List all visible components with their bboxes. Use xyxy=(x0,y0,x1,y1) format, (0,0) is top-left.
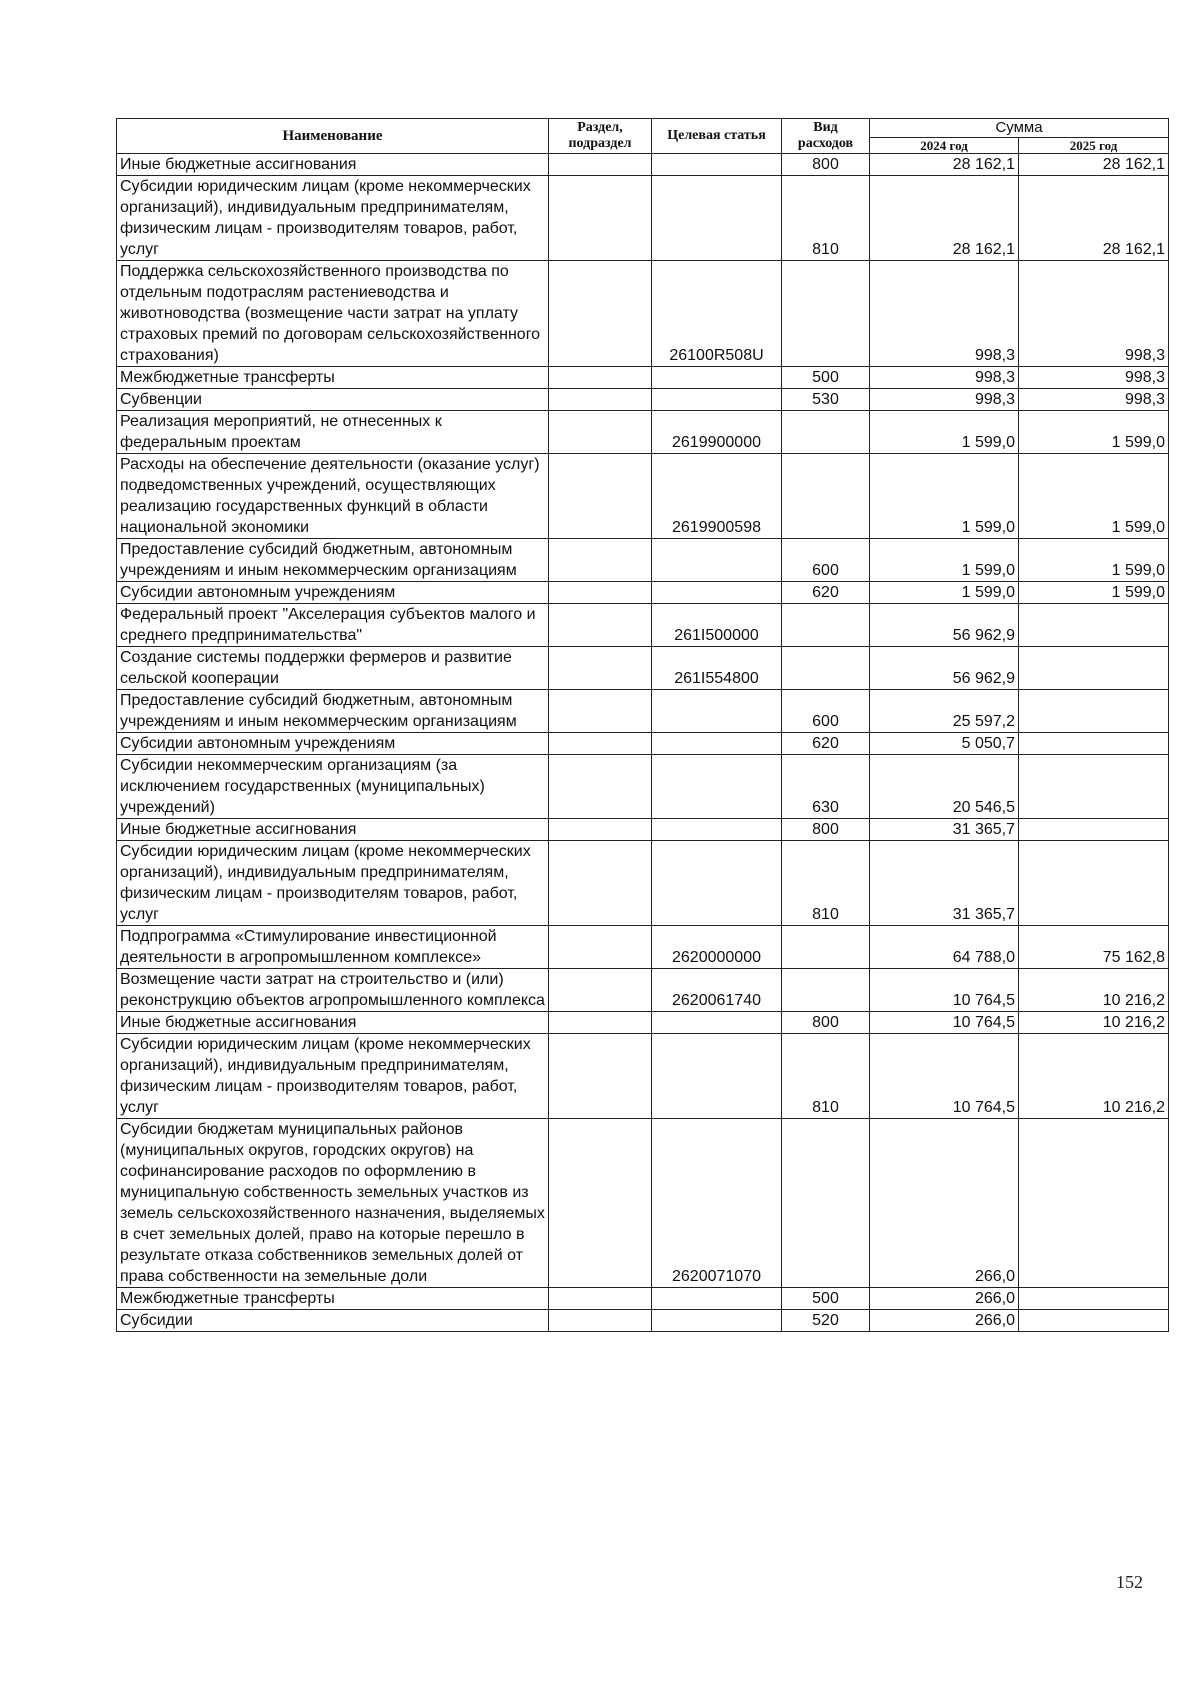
cell-section xyxy=(549,176,652,261)
cell-section xyxy=(549,819,652,841)
cell-section xyxy=(549,389,652,411)
cell-sum-2025: 75 162,8 xyxy=(1019,926,1169,969)
budget-table xyxy=(116,118,1169,1332)
cell-target xyxy=(652,154,782,176)
cell-kind: 800 xyxy=(782,1012,870,1034)
cell-kind: 800 xyxy=(782,154,870,176)
cell-name: Создание системы поддержки фермеров и развитие сельской кооперации xyxy=(117,647,549,690)
cell-sum-2024: 998,3 xyxy=(870,261,1019,367)
cell-target xyxy=(652,539,782,582)
cell-target xyxy=(652,1034,782,1119)
header-section: Раздел, подраздел xyxy=(549,119,652,154)
cell-name: Возмещение части затрат на строительство и (или) реконструкцию объектов агропромышленного комплекса xyxy=(117,969,549,1012)
cell-target xyxy=(652,733,782,755)
cell-target: 2620071070 xyxy=(652,1119,782,1288)
cell-kind: 600 xyxy=(782,539,870,582)
cell-section xyxy=(549,755,652,819)
cell-target xyxy=(652,389,782,411)
cell-target: 2619900000 xyxy=(652,411,782,454)
table-row xyxy=(117,176,1169,261)
cell-section xyxy=(549,969,652,1012)
cell-section xyxy=(549,1310,652,1332)
cell-sum-2025: 998,3 xyxy=(1019,389,1169,411)
cell-target xyxy=(652,1288,782,1310)
cell-sum-2025: 10 216,2 xyxy=(1019,1034,1169,1119)
cell-kind: 500 xyxy=(782,367,870,389)
cell-kind: 530 xyxy=(782,389,870,411)
cell-kind: 800 xyxy=(782,819,870,841)
cell-sum-2025 xyxy=(1019,819,1169,841)
cell-kind: 620 xyxy=(782,582,870,604)
table-row xyxy=(117,454,1169,539)
table-row xyxy=(117,926,1169,969)
cell-name: Иные бюджетные ассигнования xyxy=(117,1012,549,1034)
cell-name: Иные бюджетные ассигнования xyxy=(117,154,549,176)
cell-kind xyxy=(782,926,870,969)
cell-sum-2025: 1 599,0 xyxy=(1019,454,1169,539)
cell-kind xyxy=(782,411,870,454)
cell-sum-2025 xyxy=(1019,604,1169,647)
cell-sum-2025: 998,3 xyxy=(1019,261,1169,367)
cell-kind: 620 xyxy=(782,733,870,755)
cell-sum-2025: 28 162,1 xyxy=(1019,176,1169,261)
table-row xyxy=(117,604,1169,647)
cell-section xyxy=(549,582,652,604)
cell-section xyxy=(549,411,652,454)
cell-kind: 810 xyxy=(782,1034,870,1119)
table-row xyxy=(117,1288,1169,1310)
cell-name: Межбюджетные трансферты xyxy=(117,367,549,389)
table-row xyxy=(117,582,1169,604)
cell-name: Субсидии автономным учреждениям xyxy=(117,582,549,604)
cell-sum-2025: 1 599,0 xyxy=(1019,411,1169,454)
header-sum: Сумма xyxy=(870,119,1169,138)
cell-kind xyxy=(782,604,870,647)
cell-target xyxy=(652,819,782,841)
cell-section xyxy=(549,926,652,969)
cell-kind xyxy=(782,454,870,539)
table-row xyxy=(117,647,1169,690)
cell-sum-2024: 1 599,0 xyxy=(870,454,1019,539)
cell-name: Субсидии бюджетам муниципальных районов (муниципальных округов, городских округов) на софинансирование расходов по оформлению в муниципальную собственность земельных участков из земель сельскохозяйственного назначения, выделяемых в счет земельных долей, право на которые перешло в результате отказа собственников земельных долей от права собственности на земельные доли xyxy=(117,1119,549,1288)
cell-section xyxy=(549,690,652,733)
cell-name: Реализация мероприятий, не отнесенных к федеральным проектам xyxy=(117,411,549,454)
table-row xyxy=(117,733,1169,755)
cell-sum-2025: 28 162,1 xyxy=(1019,154,1169,176)
cell-target xyxy=(652,176,782,261)
table-body xyxy=(117,154,1169,1332)
cell-name: Субсидии xyxy=(117,1310,549,1332)
cell-sum-2024: 64 788,0 xyxy=(870,926,1019,969)
cell-name: Субсидии юридическим лицам (кроме некоммерческих организаций), индивидуальным предпринимателям, физическим лицам - производителям товаров, работ, услуг xyxy=(117,841,549,926)
cell-sum-2024: 1 599,0 xyxy=(870,411,1019,454)
cell-target: 261I554800 xyxy=(652,647,782,690)
cell-name: Предоставление субсидий бюджетным, автономным учреждениям и иным некоммерческим организациям xyxy=(117,539,549,582)
cell-target xyxy=(652,841,782,926)
cell-name: Расходы на обеспечение деятельности (оказание услуг) подведомственных учреждений, осуществляющих реализацию государственных функций в области национальной экономики xyxy=(117,454,549,539)
cell-target: 2619900598 xyxy=(652,454,782,539)
cell-name: Субсидии юридическим лицам (кроме некоммерческих организаций), индивидуальным предпринимателям, физическим лицам - производителям товаров, работ, услуг xyxy=(117,176,549,261)
header-target: Целевая статья xyxy=(652,119,782,154)
cell-section xyxy=(549,604,652,647)
cell-target xyxy=(652,1310,782,1332)
cell-target xyxy=(652,582,782,604)
cell-section xyxy=(549,647,652,690)
page-number: 152 xyxy=(1116,1572,1143,1592)
cell-target xyxy=(652,690,782,733)
cell-kind xyxy=(782,261,870,367)
cell-target: 2620000000 xyxy=(652,926,782,969)
cell-sum-2024: 266,0 xyxy=(870,1310,1019,1332)
cell-sum-2025 xyxy=(1019,1119,1169,1288)
cell-sum-2025: 10 216,2 xyxy=(1019,969,1169,1012)
cell-section xyxy=(549,1288,652,1310)
table-row xyxy=(117,389,1169,411)
cell-name: Поддержка сельскохозяйственного производства по отдельным подотраслям растениеводства и животноводства (возмещение части затрат на уплату страховых премий по договорам сельскохозяйственного страхования) xyxy=(117,261,549,367)
cell-sum-2024: 31 365,7 xyxy=(870,819,1019,841)
cell-sum-2025 xyxy=(1019,690,1169,733)
header-kind: Вид расходов xyxy=(782,119,870,154)
table-row xyxy=(117,1119,1169,1288)
table-row xyxy=(117,690,1169,733)
cell-section xyxy=(549,454,652,539)
cell-section xyxy=(549,733,652,755)
table-row xyxy=(117,539,1169,582)
cell-section xyxy=(549,539,652,582)
cell-sum-2024: 28 162,1 xyxy=(870,176,1019,261)
cell-section xyxy=(549,261,652,367)
table-row xyxy=(117,1310,1169,1332)
table-row xyxy=(117,154,1169,176)
cell-sum-2024: 266,0 xyxy=(870,1119,1019,1288)
cell-kind xyxy=(782,1119,870,1288)
cell-sum-2024: 10 764,5 xyxy=(870,969,1019,1012)
cell-sum-2024: 10 764,5 xyxy=(870,1034,1019,1119)
table-row xyxy=(117,819,1169,841)
cell-name: Субвенции xyxy=(117,389,549,411)
cell-target xyxy=(652,1012,782,1034)
cell-name: Субсидии юридическим лицам (кроме некоммерческих организаций), индивидуальным предпринимателям, физическим лицам - производителям товаров, работ, услуг xyxy=(117,1034,549,1119)
cell-sum-2024: 31 365,7 xyxy=(870,841,1019,926)
cell-sum-2025 xyxy=(1019,1310,1169,1332)
cell-name: Межбюджетные трансферты xyxy=(117,1288,549,1310)
cell-name: Субсидии некоммерческим организациям (за исключением государственных (муниципальных) учреждений) xyxy=(117,755,549,819)
cell-sum-2024: 1 599,0 xyxy=(870,539,1019,582)
cell-name: Иные бюджетные ассигнования xyxy=(117,819,549,841)
cell-sum-2024: 998,3 xyxy=(870,389,1019,411)
header-year-2024: 2024 год xyxy=(870,138,1019,154)
cell-sum-2024: 998,3 xyxy=(870,367,1019,389)
cell-section xyxy=(549,1119,652,1288)
cell-kind: 520 xyxy=(782,1310,870,1332)
cell-target: 26100R508U xyxy=(652,261,782,367)
table-row xyxy=(117,1012,1169,1034)
table-row xyxy=(117,969,1169,1012)
table-row xyxy=(117,1034,1169,1119)
cell-target xyxy=(652,367,782,389)
cell-kind: 500 xyxy=(782,1288,870,1310)
cell-sum-2024: 20 546,5 xyxy=(870,755,1019,819)
cell-section xyxy=(549,154,652,176)
cell-sum-2025 xyxy=(1019,755,1169,819)
cell-kind: 630 xyxy=(782,755,870,819)
table-row xyxy=(117,411,1169,454)
cell-section xyxy=(549,1012,652,1034)
cell-sum-2025 xyxy=(1019,841,1169,926)
cell-sum-2024: 56 962,9 xyxy=(870,604,1019,647)
cell-kind xyxy=(782,969,870,1012)
cell-kind: 810 xyxy=(782,841,870,926)
cell-section xyxy=(549,1034,652,1119)
cell-kind: 600 xyxy=(782,690,870,733)
cell-name: Субсидии автономным учреждениям xyxy=(117,733,549,755)
cell-kind: 810 xyxy=(782,176,870,261)
cell-sum-2024: 28 162,1 xyxy=(870,154,1019,176)
cell-sum-2025: 1 599,0 xyxy=(1019,582,1169,604)
table-row xyxy=(117,261,1169,367)
cell-target: 2620061740 xyxy=(652,969,782,1012)
cell-sum-2024: 5 050,7 xyxy=(870,733,1019,755)
cell-sum-2024: 10 764,5 xyxy=(870,1012,1019,1034)
cell-sum-2024: 56 962,9 xyxy=(870,647,1019,690)
cell-name: Предоставление субсидий бюджетным, автономным учреждениям и иным некоммерческим организациям xyxy=(117,690,549,733)
cell-section xyxy=(549,367,652,389)
cell-target: 261I500000 xyxy=(652,604,782,647)
table-row xyxy=(117,841,1169,926)
cell-sum-2024: 1 599,0 xyxy=(870,582,1019,604)
cell-sum-2024: 25 597,2 xyxy=(870,690,1019,733)
cell-sum-2025: 10 216,2 xyxy=(1019,1012,1169,1034)
cell-target xyxy=(652,755,782,819)
cell-sum-2025 xyxy=(1019,733,1169,755)
header-name: Наименование xyxy=(117,119,549,154)
cell-name: Федеральный проект "Акселерация субъектов малого и среднего предпринимательства" xyxy=(117,604,549,647)
cell-sum-2024: 266,0 xyxy=(870,1288,1019,1310)
cell-sum-2025: 998,3 xyxy=(1019,367,1169,389)
table-row xyxy=(117,755,1169,819)
header-row xyxy=(117,119,1169,138)
cell-sum-2025: 1 599,0 xyxy=(1019,539,1169,582)
table-row xyxy=(117,367,1169,389)
header-year-2025: 2025 год xyxy=(1019,138,1169,154)
cell-kind xyxy=(782,647,870,690)
cell-name: Подпрограмма «Стимулирование инвестиционной деятельности в агропромышленном комплексе» xyxy=(117,926,549,969)
cell-section xyxy=(549,841,652,926)
cell-sum-2025 xyxy=(1019,647,1169,690)
cell-sum-2025 xyxy=(1019,1288,1169,1310)
